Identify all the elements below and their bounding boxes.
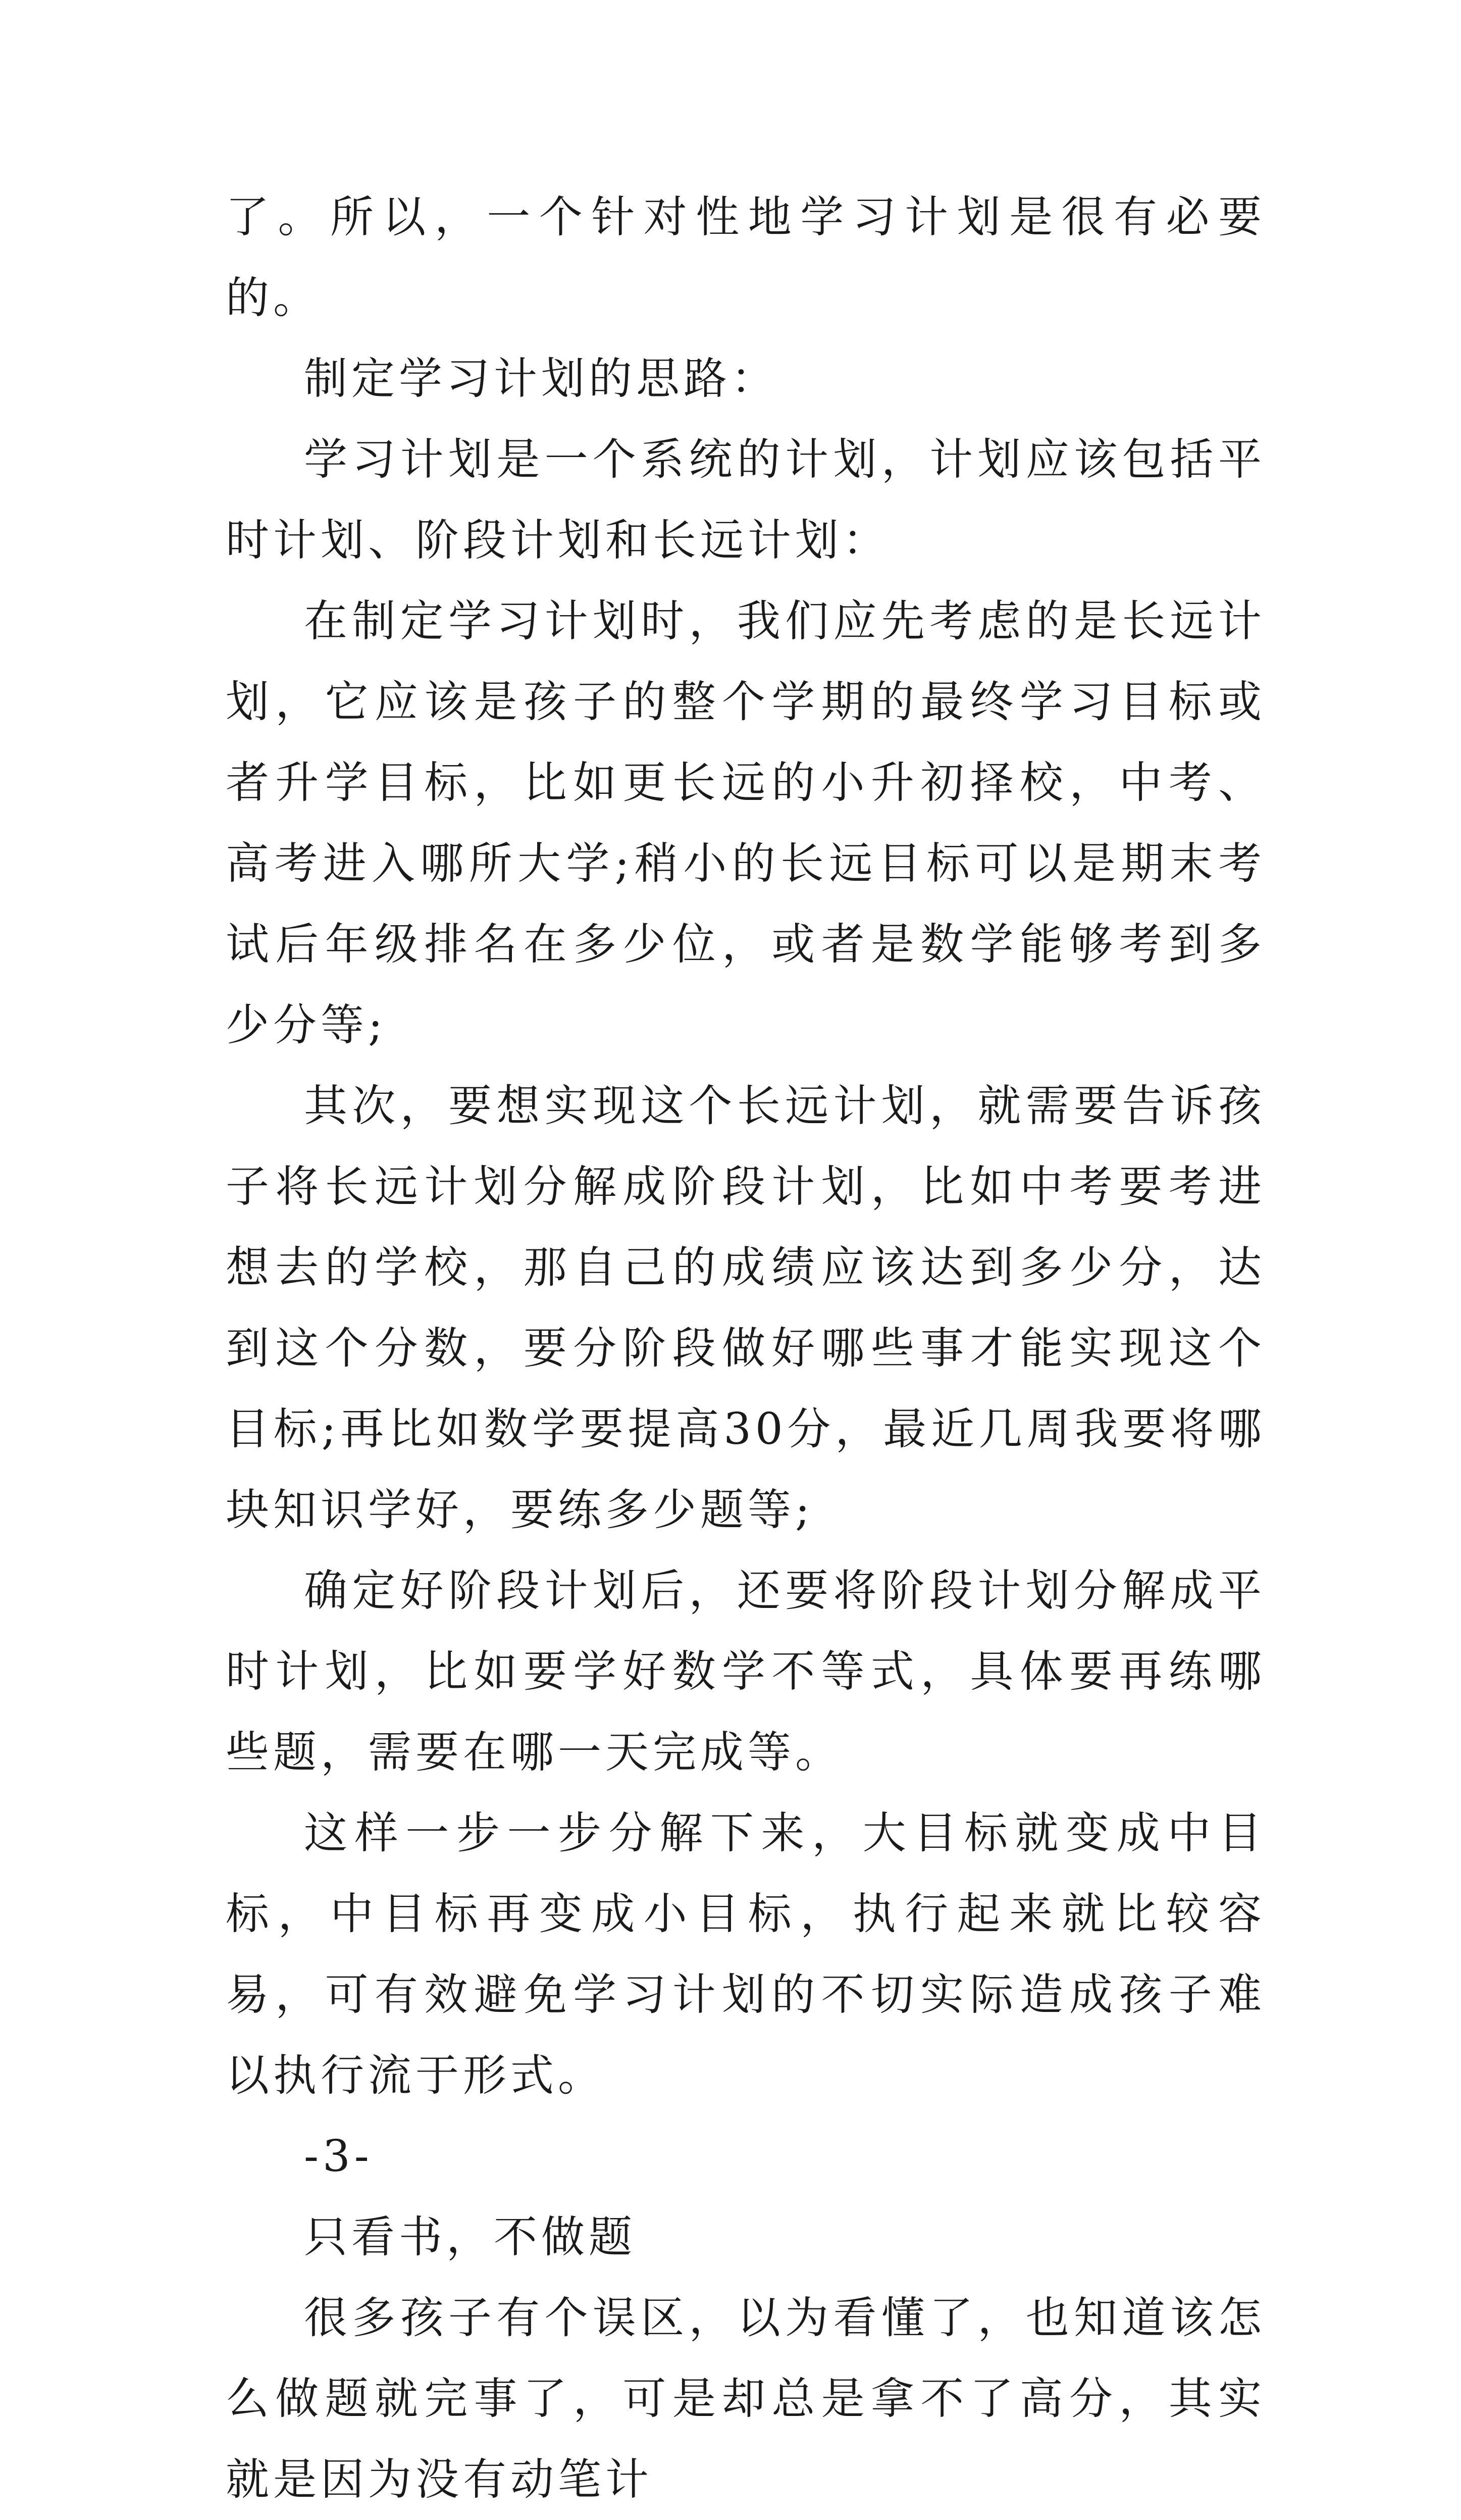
paragraph-misconception: 很多孩子有个误区，以为看懂了，也知道该怎么做题就完事了，可是却总是拿不了高分，其实就是因为没有动笔计 (226, 2293, 1266, 2505)
paragraph-stage-plan: 其次，要想实现这个长远计划，就需要告诉孩子将长远计划分解成阶段计划，比如中考要考进想去的学校，那自己的成绩应该达到多少分，达到这个分数，要分阶段做好哪些事才能实现这个目标;再比如数学要提高30分，最近几周我要将哪块知识学好，要练多少题等; (226, 1081, 1266, 1535)
paragraph-step-by-step: 这样一步一步分解下来，大目标就变成中目标，中目标再变成小目标，执行起来就比较容易，可有效避免学习计划的不切实际造成孩子难以执行流于形式。 (226, 1808, 1266, 2101)
paragraph-long-term-plan: 在制定学习计划时，我们应先考虑的是长远计划，它应该是孩子的整个学期的最终学习目标或者升学目标，比如更长远的小升初择校，中考、高考进入哪所大学;稍小的长远目标可以是期末考试后年级排名在多少位，或者是数学能够考到多少分等; (226, 596, 1266, 1050)
paragraph-plan-types: 学习计划是一个系统的计划，计划应该包括平时计划、阶段计划和长远计划： (226, 434, 1266, 566)
paragraph-continuation: 了。所以，一个针对性地学习计划是很有必要的。 (226, 192, 1266, 323)
paragraph-daily-plan: 确定好阶段计划后，还要将阶段计划分解成平时计划，比如要学好数学不等式，具体要再练哪些题，需要在哪一天完成等。 (226, 1566, 1266, 1778)
document-body (226, 177, 1266, 2520)
section-title: 只看书，不做题 (304, 2212, 636, 2262)
section-number: -3- (304, 2131, 373, 2182)
paragraph-heading-plan-approach: 制定学习计划的思路： (304, 354, 778, 404)
